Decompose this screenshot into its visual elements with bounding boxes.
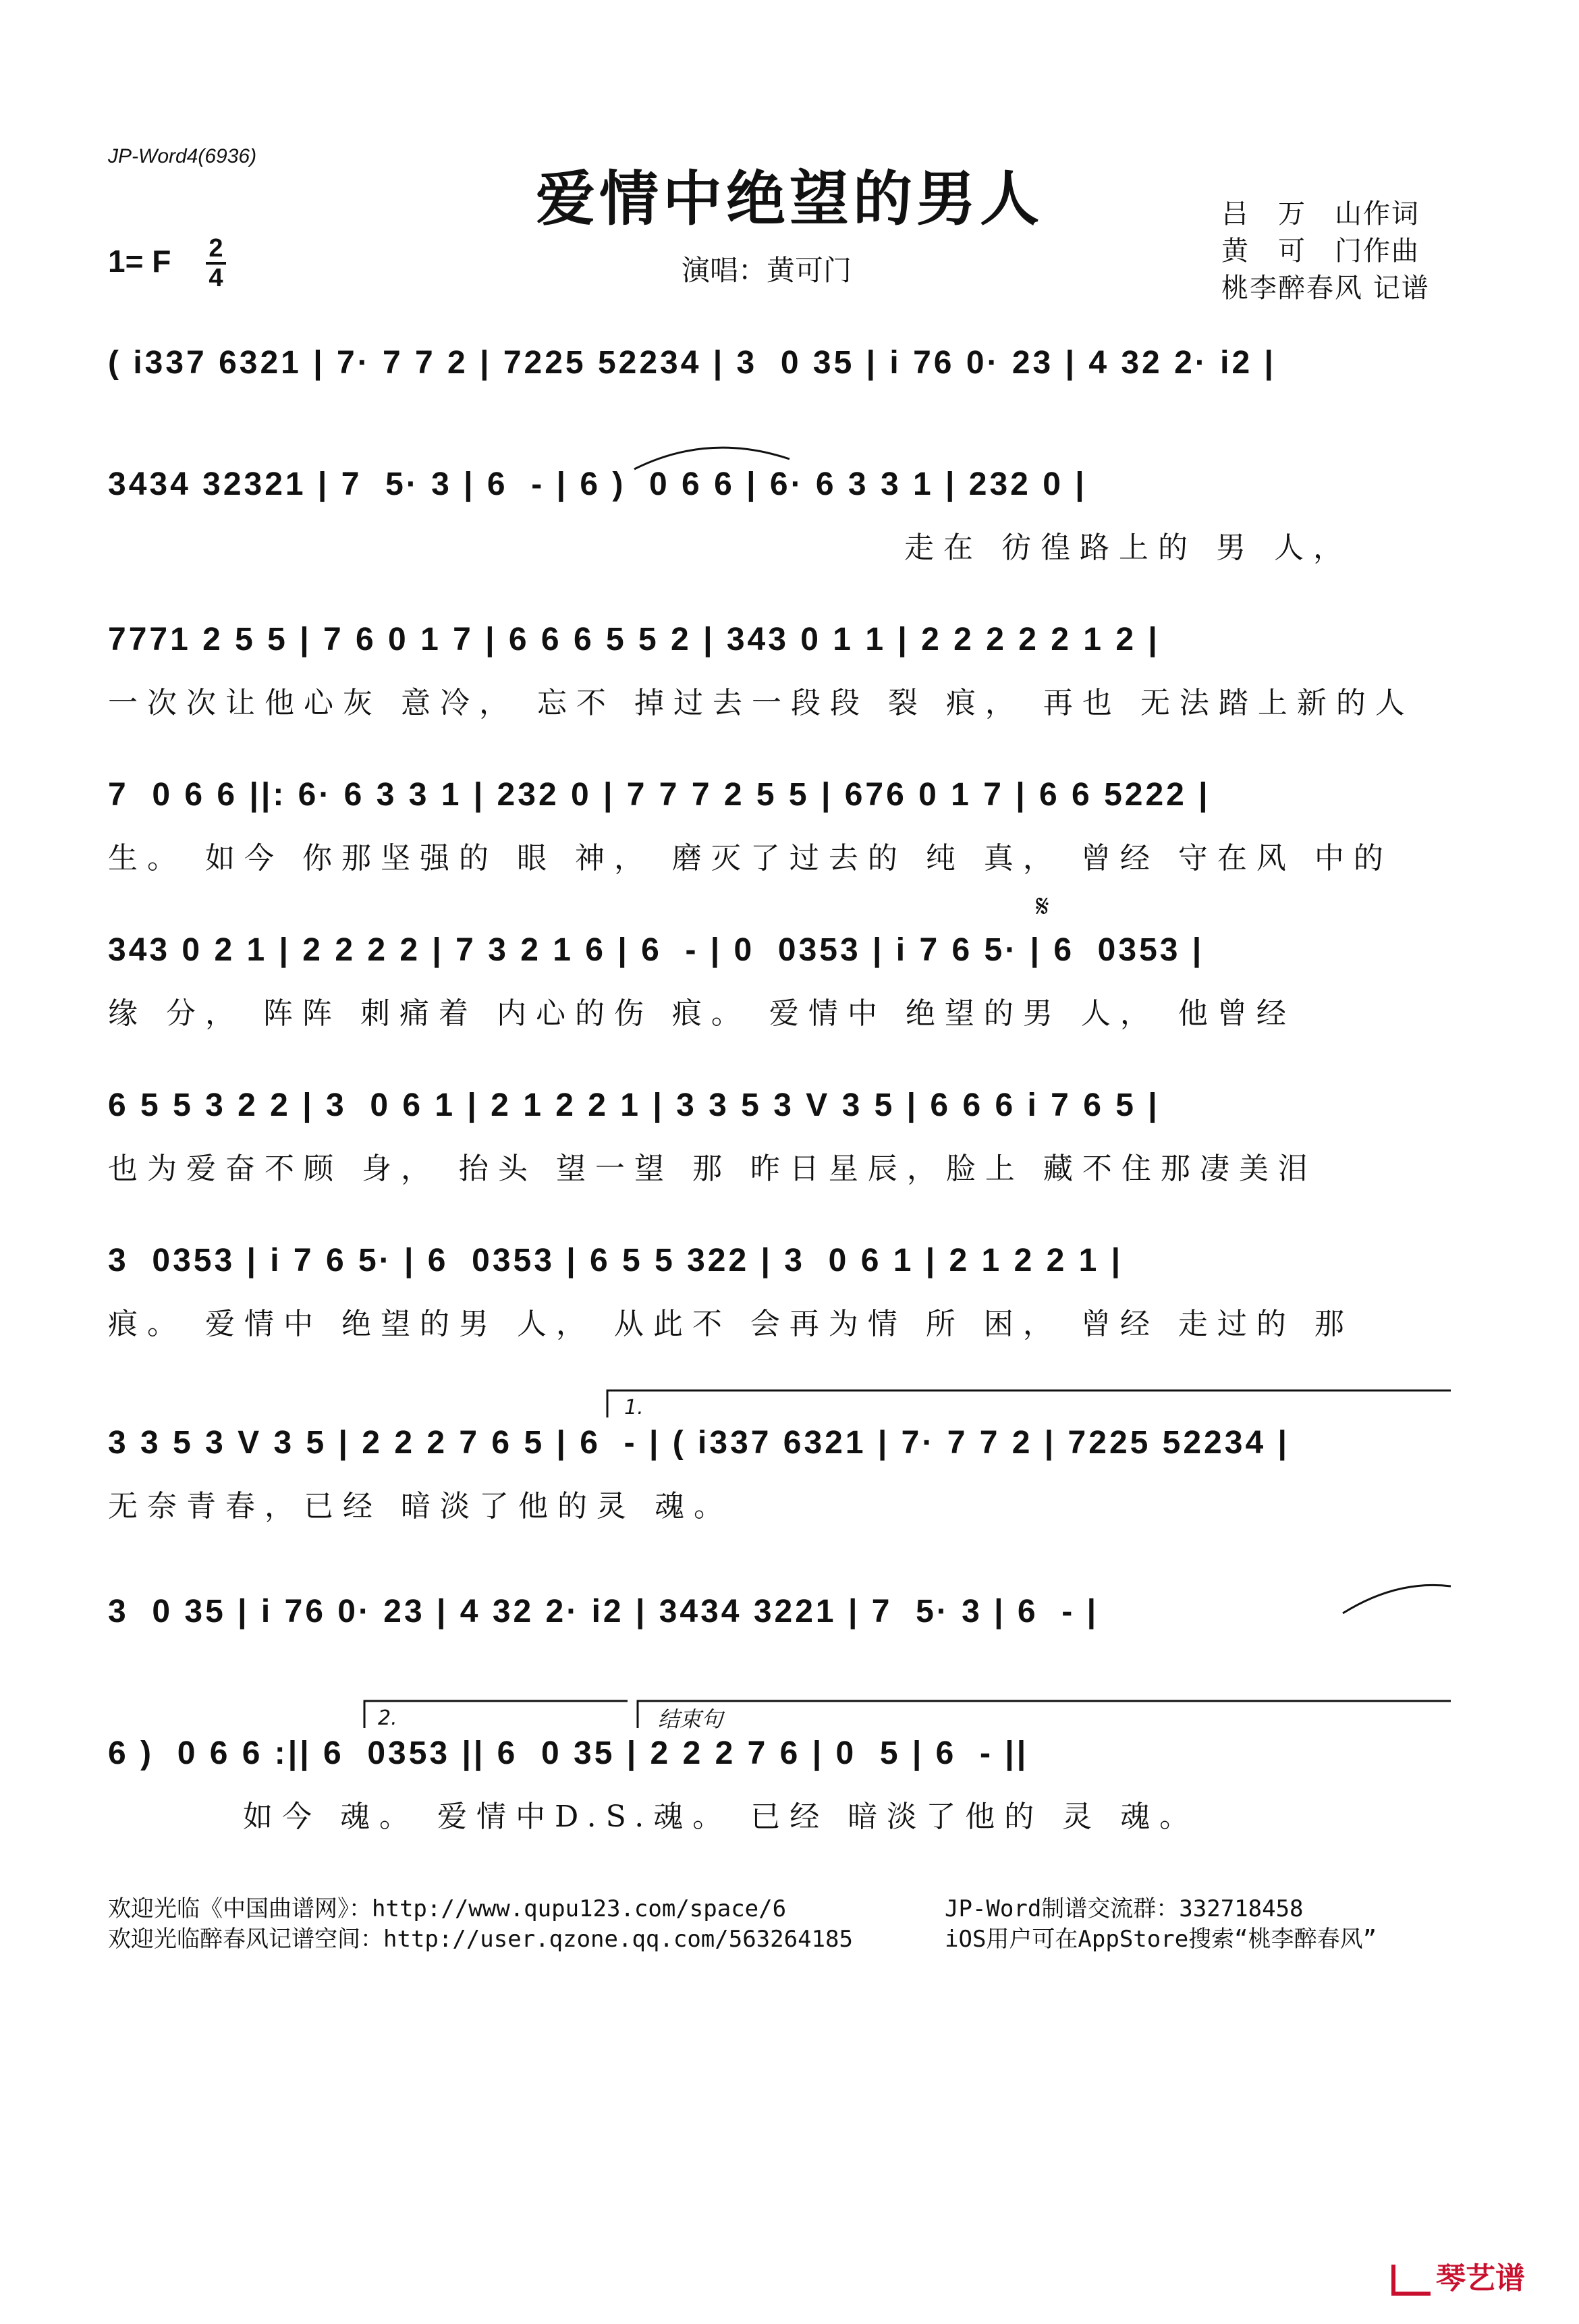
- lyrics-row-7: 痕。 爱情中 绝望的男 人， 从此不 会再为情 所 困， 曾经 走过的 那: [108, 1307, 1354, 1341]
- notes-row-1: ( i337 6321 | 7· 7 7 2 | 7225 52234 | 3 0 35 | i 76 0· 23 | 4 32 2· i2 |: [108, 345, 1276, 381]
- lyrics-row-6: 也为爱奋不顾 身， 抬头 望一望 那 昨日星辰，脸上 藏不住那凄美泪: [108, 1152, 1317, 1186]
- notes-row-3: 7771 2 5 5 | 7 6 0 1 7 | 6 6 6 5 5 2 | 343 0 1 1 | 2 2 2 2 2 1 2 |: [108, 622, 1160, 657]
- brand-logo: 琴艺谱: [1391, 2254, 1525, 2297]
- lyrics-row-3: 一次次让他心灰 意冷， 忘不 掉过去一段段 裂 痕， 再也 无法踏上新的人: [108, 686, 1414, 720]
- segno-icon: 𝄋: [1036, 888, 1049, 924]
- lyricist-credit: 吕 万 山作词: [1221, 198, 1420, 229]
- lyrics-row-10: 如今 魂。 爱情中D.S.魂。 已经 暗淡了他的 灵 魂。: [243, 1800, 1199, 1834]
- singer-credit: 演唱：黄可门: [682, 254, 852, 287]
- logo-icon: [1391, 2265, 1431, 2296]
- volta-1-label: 1.: [624, 1396, 644, 1420]
- notes-row-9: 3 0 35 | i 76 0· 23 | 4 32 2· i2 | 3434 3221 | 7 5· 3 | 6 - |: [108, 1594, 1099, 1629]
- notes-row-5: 343 0 2 1 | 2 2 2 2 | 7 3 2 1 6 | 6 - | 0 0353 | i 7 6 5· | 6 0353 |: [108, 932, 1204, 968]
- notes-row-10: 6 ) 0 6 6 :|| 6 0353 || 6 0 35 | 2 2 2 7 6 | 0 5 | 6 - ||: [108, 1735, 1029, 1771]
- key-signature: 1= F: [108, 244, 171, 279]
- app-version-tag: JP-Word4(6936): [108, 145, 257, 167]
- composer-credit: 黄 可 门作曲: [1221, 236, 1420, 267]
- notes-row-8: 3 3 5 3 V 3 5 | 2 2 2 7 6 5 | 6 - | ( i337 6321 | 7· 7 7 2 | 7225 52234 |: [108, 1425, 1290, 1461]
- song-title: 爱情中绝望的男人: [535, 163, 1043, 234]
- footer-qq-group: JP-Word制谱交流群：332718458: [945, 1895, 1304, 1922]
- time-denominator: 4: [209, 264, 223, 292]
- notes-row-4: 7 0 6 6 ||: 6· 6 3 3 1 | 232 0 | 7 7 7 2 5 5 | 676 0 1 7 | 6 6 5222 |: [108, 777, 1211, 813]
- footer-link-qupu[interactable]: 欢迎光临《中国曲谱网》：http://www.qupu123.com/space/6: [108, 1895, 787, 1922]
- footer-link-qzone[interactable]: 欢迎光临醉春风记谱空间：http://user.qzone.qq.com/563264185: [108, 1926, 853, 1953]
- time-numerator: 2: [209, 234, 223, 263]
- notes-row-6: 6 5 5 3 2 2 | 3 0 6 1 | 2 1 2 2 1 | 3 3 5 3 V 3 5 | 6 6 6 i 7 6 5 |: [108, 1087, 1160, 1123]
- lyrics-row-4: 生。 如今 你那坚强的 眼 神， 磨灭了过去的 纯 真， 曾经 守在风 中的: [108, 841, 1393, 875]
- footer-ios-note: iOS用户可在AppStore搜索“桃李醉春风”: [945, 1926, 1377, 1953]
- ending-label: 结束句: [658, 1706, 723, 1732]
- lyrics-row-5: 缘 分， 阵阵 刺痛着 内心的伤 痕。 爱情中 绝望的男 人， 他曾经: [108, 996, 1296, 1031]
- lyrics-row-2: 走在 彷徨路上的 男 人，: [904, 531, 1352, 565]
- transcriber-credit: 桃李醉春风 记谱: [1221, 273, 1430, 304]
- lyrics-row-8: 无奈青春，已经 暗淡了他的灵 魂。: [108, 1489, 733, 1523]
- notes-row-2: 3434 32321 | 7 5· 3 | 6 - | 6 ) 0 6 6 | 6· 6 3 3 1 | 232 0 |: [108, 466, 1087, 502]
- notes-row-7: 3 0353 | i 7 6 5· | 6 0353 | 6 5 5 322 | 3 0 6 1 | 2 1 2 2 1 |: [108, 1243, 1124, 1278]
- volta-2-label: 2.: [378, 1706, 397, 1730]
